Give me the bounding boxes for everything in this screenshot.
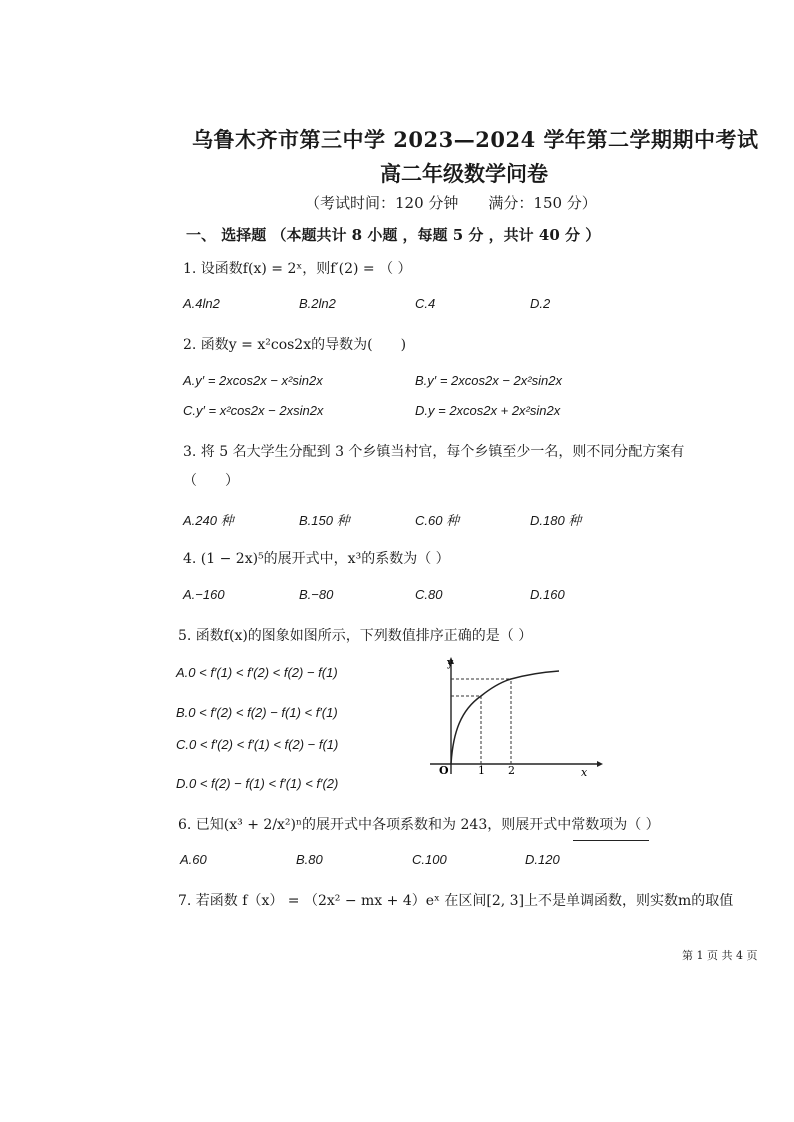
q4-option-a: A.−160: [183, 587, 225, 602]
exam-title: 乌鲁木齐市第三中学 2023—2024 学年第二学期期中考试: [192, 127, 759, 152]
tick-label-2: 2: [508, 764, 515, 777]
handwritten-underline: [573, 840, 649, 841]
tick-label-1: 1: [478, 764, 485, 777]
q3-option-d: D.180 种: [530, 513, 582, 528]
q6-option-d: D.120: [525, 852, 560, 867]
x-axis-label: x: [581, 766, 588, 777]
q5-option-d: D.0 < f(2) − f(1) < f′(1) < f′(2): [176, 776, 339, 791]
q5-option-b: B.0 < f′(2) < f(2) − f(1) < f′(1): [176, 705, 338, 720]
exam-info: （考试时间：120 分钟 满分：150 分）: [305, 194, 597, 212]
q3-option-b: B.150 种: [299, 513, 350, 528]
q2-option-c: C.y′ = x²cos2x − 2xsin2x: [183, 403, 324, 418]
x-axis-arrow: [597, 761, 603, 767]
q1-option-b: B.2ln2: [299, 296, 336, 311]
q2-option-b: B.y′ = 2xcos2x − 2x²sin2x: [415, 373, 562, 388]
q1-option-c: C.4: [415, 296, 436, 311]
function-curve: [451, 671, 559, 764]
question-2-stem: 2. 函数y = x²cos2x的导数为( ): [183, 337, 407, 353]
q5-option-a: A.0 < f′(1) < f′(2) < f(2) − f(1): [176, 665, 338, 680]
question-4-stem: 4. (1 − 2x)⁵的展开式中，x³的系数为（ ）: [183, 551, 450, 567]
question-7-stem: 7. 若函数 f（x） = （2x² − mx + 4）eˣ 在区间[2, 3]上不是单调函数，则实数m的取值: [178, 893, 734, 909]
q3-option-a: A.240 种: [183, 513, 234, 528]
question-6-stem: 6. 已知(x³ + 2/x²)ⁿ的展开式中各项系数和为 243，则展开式中常数项为（ ）: [178, 817, 660, 833]
q3-option-c: C.60 种: [415, 513, 460, 528]
q1-option-a: A.4ln2: [183, 296, 220, 311]
q6-option-a: A.60: [180, 852, 207, 867]
y-axis-label: y: [447, 656, 454, 669]
q4-option-b: B.−80: [299, 587, 334, 602]
q2-option-a: A.y′ = 2xcos2x − x²sin2x: [183, 373, 323, 388]
page-number: 第 1 页 共 4 页: [682, 949, 758, 962]
section-heading: 一、 选择题 （本题共计 8 小题 ，每题 5 分 ，共计 40 分 ）: [186, 226, 601, 244]
question-5-stem: 5. 函数f(x)的图象如图所示，下列数值排序正确的是（ ）: [178, 628, 533, 644]
question-3-stem-cont: （ ）: [183, 473, 239, 489]
q6-option-c: C.100: [412, 852, 447, 867]
question-1-stem: 1. 设函数f(x) = 2ˣ，则f′(2) = （ ）: [183, 261, 412, 277]
function-graph: [425, 652, 605, 777]
exam-subtitle: 高二年级数学问卷: [380, 161, 548, 186]
origin-label: O: [439, 764, 449, 777]
q5-option-c: C.0 < f′(2) < f′(1) < f(2) − f(1): [176, 737, 339, 752]
q4-option-c: C.80: [415, 587, 443, 602]
q4-option-d: D.160: [530, 587, 565, 602]
q6-option-b: B.80: [296, 852, 323, 867]
question-3-stem: 3. 将 5 名大学生分配到 3 个乡镇当村官，每个乡镇至少一名，则不同分配方案有: [183, 444, 685, 460]
q2-option-d: D.y = 2xcos2x + 2x²sin2x: [415, 403, 561, 418]
q1-option-d: D.2: [530, 296, 551, 311]
